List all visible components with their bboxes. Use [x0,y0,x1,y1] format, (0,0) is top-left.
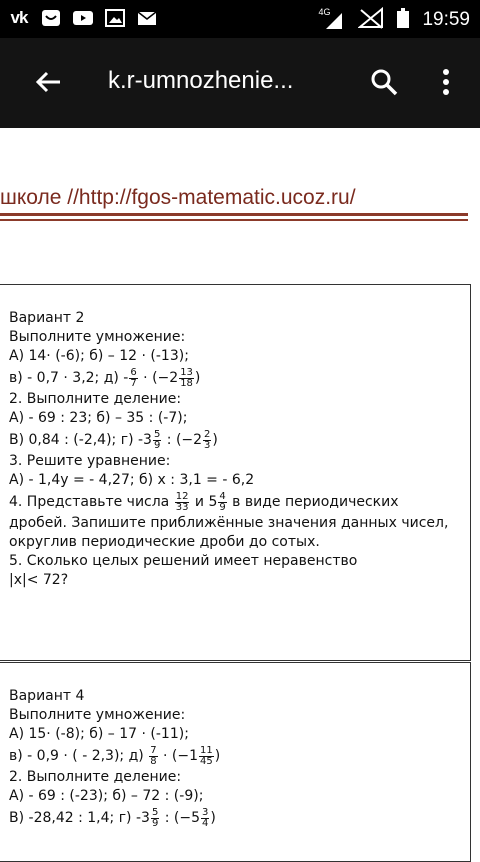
task5-line-2: |х|< 72? [9,572,69,588]
fraction: $\frac{13}{18}$ [180,366,193,389]
cell-signal-icon [318,9,346,31]
fraction: $\frac{3}{4}$ [202,806,209,829]
youtube-icon [72,8,94,28]
site-header-link: школе //http://fgos-matematic.ucoz.ru/ [0,186,356,209]
system-icons [318,7,470,33]
fraction: $\frac{12}{33}$ [175,490,189,513]
variant-4-box [0,662,471,862]
fraction: $\frac{7}{8}$ [150,744,157,767]
task3-title: 3. Решите уравнение: [9,453,171,469]
notification-icons [8,8,158,28]
variant-title: Вариант 2 [9,310,85,326]
more-vert-icon[interactable] [436,66,456,98]
task5-line-1: 5. Сколько целых решений имеет неравенство [9,553,358,569]
battery-icon [396,7,410,33]
fraction: $\frac{6}{7}$ [130,366,137,389]
task1-line-a: А) 15· (-8); б) – 17 · (-11); [9,726,189,742]
variant-2-box [0,284,471,661]
task4-line-3: округлив периодические дроби до сотых. [9,534,320,550]
header-rule-thin [0,219,468,221]
task4-line-2: дробей. Запишите приближённые значения данных чисел, [9,515,449,531]
task2-line-b: В) 0,84 : (-2,4); г) -3 $\frac{5}{9}$ : (−2 $\frac{2}{3}$ ) [9,428,218,451]
variant-title: Вариант 4 [9,688,85,704]
fraction: $\frac{5}{9}$ [153,428,161,451]
task1-line-b: в) - 0,7 · 3,2; д) - $\frac{6}{7}$ · (−2 $\frac{13}{18}$ ) [9,366,201,389]
back-arrow-icon[interactable] [32,66,64,98]
search-icon[interactable] [368,66,400,98]
image-icon [104,8,126,28]
clock: 19:59 [422,9,470,30]
task1-line-a: А) 14· (-6); б) – 12 · (-13); [9,348,189,364]
fraction: $\frac{2}{3}$ [204,428,211,451]
vk-icon: vk [10,8,28,27]
email-icon [136,8,158,28]
task4-line-1: 4. Представьте числа $\frac{12}{33}$ и 5 $\frac{4}{9}$ в виде периодических [9,490,399,513]
task2-line-a: А) - 69 : (-23); б) – 72 : (-9); [9,788,204,804]
fraction: $\frac{5}{9}$ [151,806,159,829]
mail-icon [40,8,62,28]
no-signal-icon [358,7,384,33]
fraction: $\frac{11}{45}$ [200,744,213,767]
network-type: 4G [318,7,331,17]
task2-line-a: А) - 69 : 23; б) – 35 : (-7); [9,410,188,426]
task2-line-b: В) -28,42 : 1,4; г) -3 $\frac{5}{9}$ : (−5 $\frac{3}{4}$ ) [9,806,216,829]
app-bar [0,38,480,128]
task2-title: 2. Выполните деление: [9,769,182,785]
fraction: $\frac{4}{9}$ [219,490,226,513]
task2-title: 2. Выполните деление: [9,391,182,407]
task1-title: Выполните умножение: [9,707,186,723]
task1-line-b: в) - 0,9 · ( - 2,3); д) $\frac{7}{8}$ · (−1 $\frac{11}{45}$ ) [9,744,221,767]
task1-title: Выполните умножение: [9,329,186,345]
document-title: k.r-umnozhenie... [108,67,294,94]
status-bar [0,0,480,38]
task3-line-a: А) - 1,4у = - 4,27; б) х : 3,1 = - 6,2 [9,472,255,488]
header-rule [0,213,468,216]
